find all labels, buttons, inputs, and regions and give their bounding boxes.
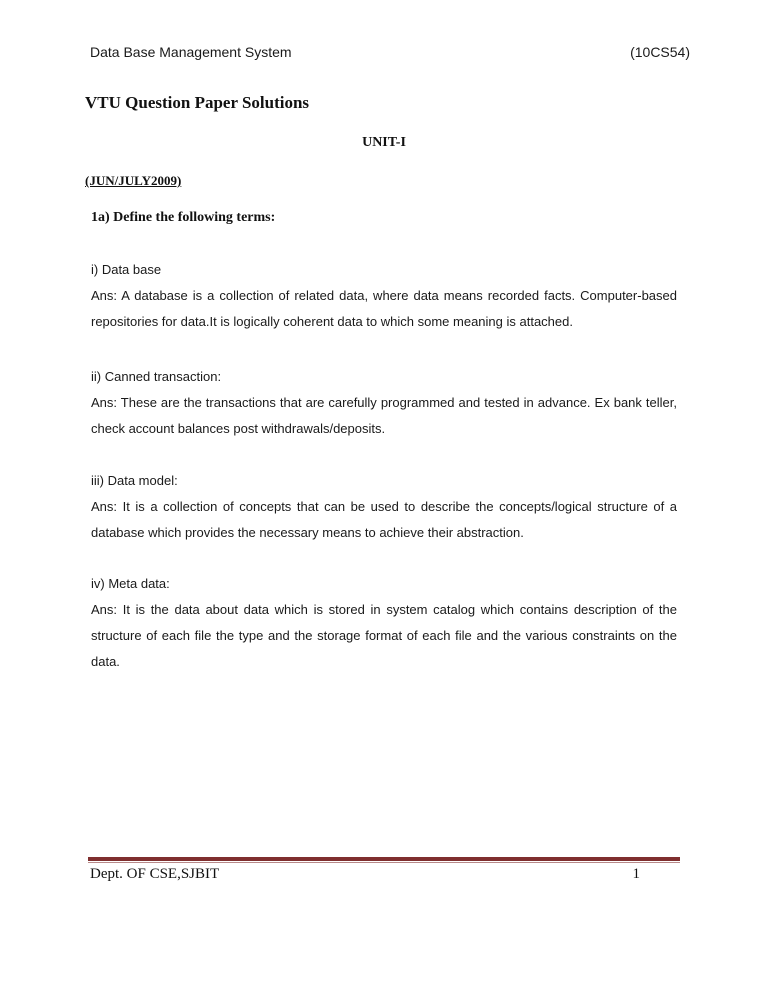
header-course-name: Data Base Management System [90,44,292,60]
question-heading: 1a) Define the following terms: [91,210,276,225]
definition-answer: Ans: A database is a collection of related data, where data means recorded facts. Computer-based repositories for data.It is logically coherent data to which some meaning is attached. [91,288,677,329]
definition-item [91,468,677,546]
definition-answer: Ans: It is the data about data which is stored in system catalog which contains description of the structure of each file the type and the storage format of each file and the various constraints on the data. [91,602,677,669]
unit-heading: UNIT-I [362,135,406,150]
header-course-code: (10CS54) [630,44,690,60]
page-footer [90,866,640,883]
definition-item [91,257,677,335]
definition-answer: Ans: These are the transactions that are carefully programmed and tested in advance. Ex bank teller, check account balances post withdrawals/deposits. [91,395,677,436]
definition-term: ii) Canned transaction: [91,369,222,384]
document-title: VTU Question Paper Solutions [85,93,310,112]
footer-divider [88,857,680,861]
definition-term: iii) Data model: [91,473,178,488]
exam-session: (JUN/JULY2009) [85,173,182,188]
definition-term: i) Data base [91,262,162,277]
definition-term: iv) Meta data: [91,576,170,591]
definition-answer: Ans: It is a collection of concepts that can be used to describe the concepts/logical structure of a database which provides the necessary means to achieve their abstraction. [91,499,677,540]
page-number: 1 [632,866,640,882]
footer-department: Dept. OF CSE,SJBIT [90,866,220,882]
footer-divider-thin [88,862,680,863]
page-header [90,44,690,60]
definition-item [91,364,677,442]
definition-item [91,571,677,675]
